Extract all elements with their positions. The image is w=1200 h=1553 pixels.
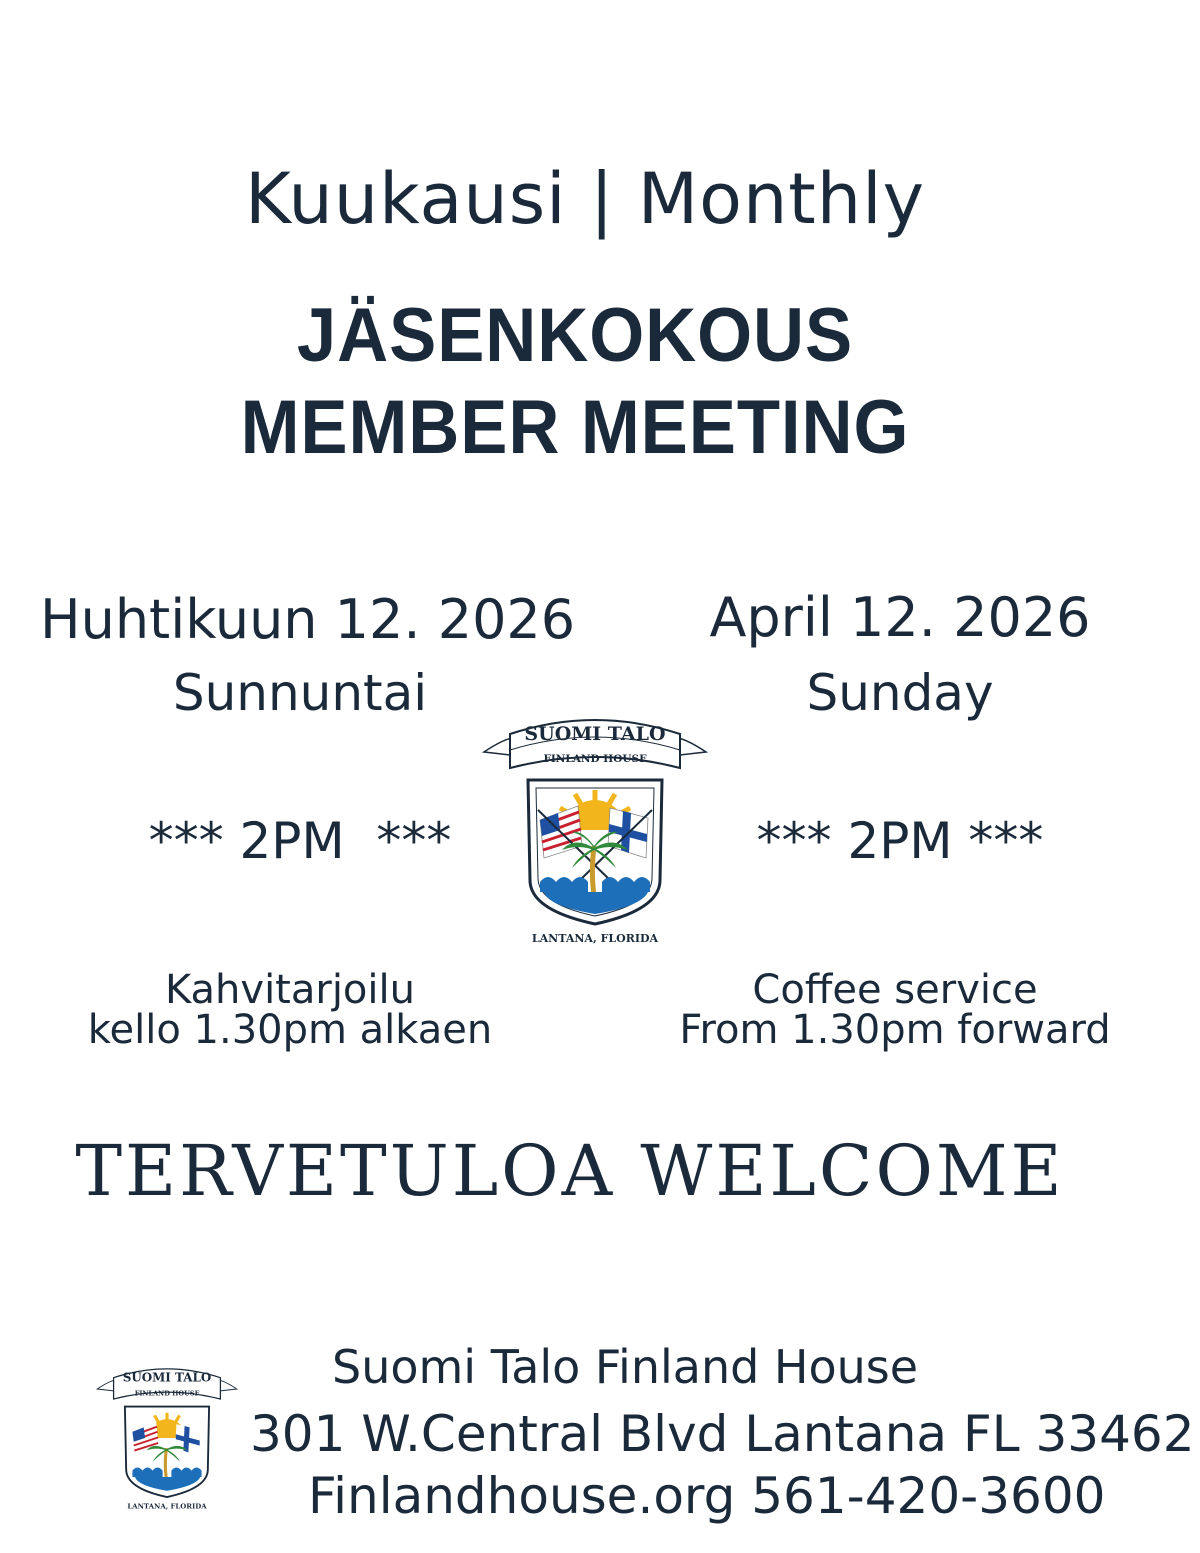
- shield: [125, 1407, 209, 1497]
- coffee-finnish-line2: kello 1.30pm alkaen: [87, 1007, 493, 1053]
- logo-banner-top: SUOMI TALO: [524, 723, 666, 745]
- banner: [484, 720, 706, 768]
- footer-website-phone: Finlandhouse.org 561-420-3600: [308, 1467, 1106, 1525]
- time-english: *** 2PM ***: [756, 812, 1044, 870]
- footer-address: 301 W.Central Blvd Lantana FL 33462: [250, 1405, 1195, 1463]
- welcome-text: TERVETULOA WELCOME: [75, 1130, 1065, 1212]
- day-english: Sunday: [806, 664, 994, 722]
- coffee-english-line1: Coffee service: [752, 967, 1038, 1013]
- title-english: MEMBER MEETING: [240, 385, 910, 470]
- coffee-finnish-line1: Kahvitarjoilu: [165, 967, 415, 1013]
- logo-small-place: LANTANA, FLORIDA: [127, 1502, 207, 1511]
- day-finnish: Sunnuntai: [172, 664, 428, 722]
- coffee-english: [630, 967, 1160, 1053]
- coffee-english-line2: From 1.30pm forward: [679, 1007, 1111, 1053]
- coffee-finnish: [40, 967, 540, 1053]
- title-finnish: JÄSENKOKOUS: [296, 293, 854, 378]
- finland-house-logo: [482, 710, 708, 950]
- logo-small-banner-bottom: FINLAND HOUSF: [134, 1389, 200, 1398]
- time-finnish: *** 2PM ***: [148, 812, 452, 870]
- finland-house-logo-small: [96, 1358, 238, 1518]
- subtitle: Kuukausi | Monthly: [245, 158, 925, 240]
- logo-small-banner-top: SUOMI TALO: [122, 1370, 212, 1385]
- footer-organization-name: Suomi Talo Finland House: [332, 1340, 919, 1394]
- shield: [528, 780, 662, 924]
- banner: [97, 1369, 236, 1399]
- logo-banner-bottom: FINLAND HOUSF: [543, 753, 647, 765]
- date-english: April 12. 2026: [709, 586, 1091, 649]
- logo-place: LANTANA, FLORIDA: [531, 932, 659, 945]
- date-finnish: Huhtikuun 12. 2026: [40, 588, 576, 651]
